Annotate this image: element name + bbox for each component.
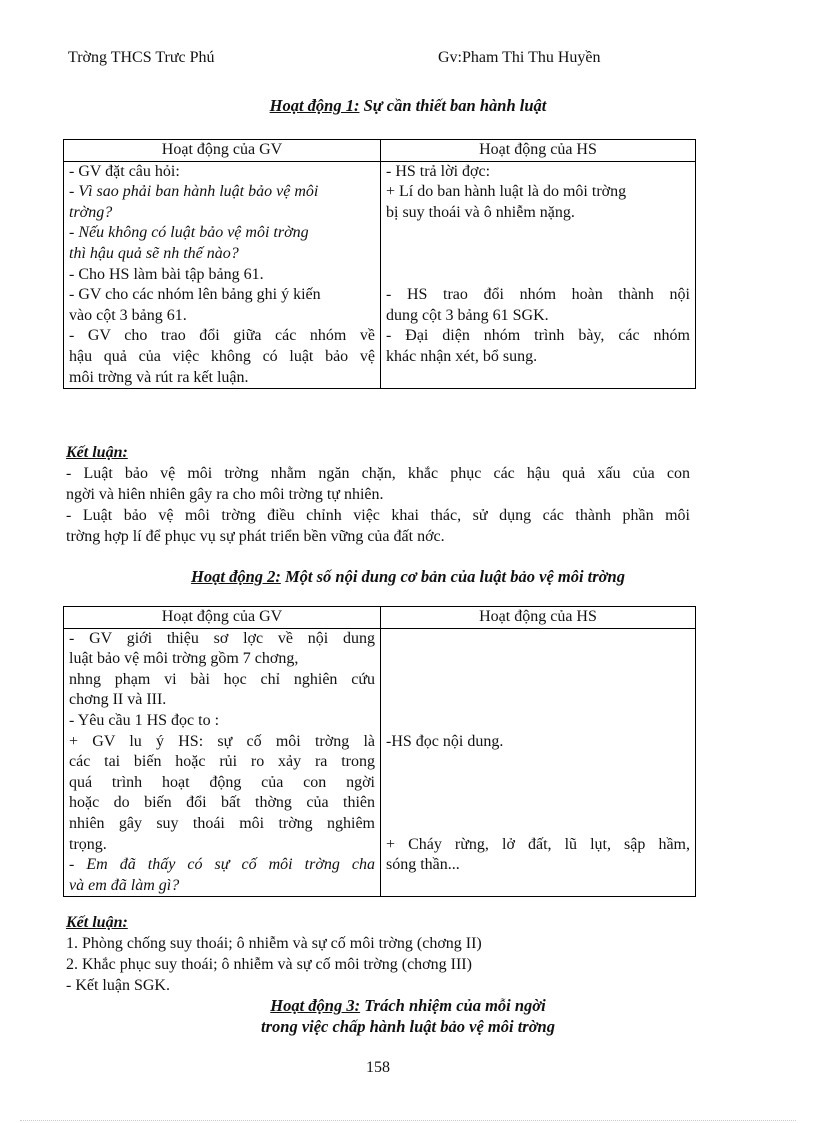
- page-bottom-rule: [20, 1120, 796, 1121]
- conclusion1-line: ngời và hiên nhiên gây ra cho môi trờng tự nhiên.: [66, 486, 384, 503]
- a2-gv-line: chơng II và III.: [69, 691, 167, 709]
- activity2-title-text: Một số nội dung cơ bản của luật bảo vệ môi trờng: [280, 567, 625, 586]
- activity3-title-label: Hoạt động 3:: [270, 996, 361, 1015]
- activity1-table: [63, 139, 696, 389]
- activity2-table: [63, 606, 696, 897]
- a1-hs-line: - Đại diện nhóm trình bày, các nhóm: [386, 327, 690, 345]
- header-school: Trờng THCS Trưc Phú: [68, 49, 215, 66]
- activity1-title-text: Sự cần thiết ban hành luật: [359, 96, 547, 115]
- activity1-gv-cell: [64, 161, 381, 389]
- a2-gv-line: nhng phạm vi bài học chỉ nghiên cứu: [69, 670, 375, 688]
- a1-hs-line: - HS trả lời đợc:: [386, 162, 491, 180]
- a2-gv-line: + GV lu ý HS: sự cố môi trờng là: [69, 732, 375, 750]
- conclusion1: [66, 442, 690, 547]
- conclusion2-line: 1. Phòng chống suy thoái; ô nhiễm và sự cố môi trờng (chơng II): [66, 935, 482, 952]
- conclusion2-line: - Kết luận SGK.: [66, 977, 170, 994]
- activity1-title-label: Hoạt động 1:: [269, 96, 360, 115]
- page-number: 158: [366, 1059, 390, 1076]
- a1-hs-line: dung cột 3 bảng 61 SGK.: [386, 306, 549, 324]
- a1-gv-line: - Vì sao phải ban hành luật bảo vệ môi: [69, 183, 319, 201]
- a2-hs-line: + Cháy rừng, lở đất, lũ lụt, sập hầm,: [386, 835, 690, 853]
- a1-gv-line: hậu quả của việc không có luật bảo vệ: [69, 347, 375, 365]
- a2-hs-line: -HS đọc nội dung.: [386, 732, 504, 750]
- a2-gv-line: - Em đã thấy có sự cố môi trờng cha: [69, 856, 375, 874]
- a1-gv-line: - Cho HS làm bài tập bảng 61.: [69, 265, 264, 283]
- activity1-title: [0, 96, 816, 116]
- activity3-title: [0, 996, 816, 1016]
- a2-gv-line: các tai biến hoặc rủi ro xảy ra trong: [69, 753, 375, 771]
- conclusion1-label: Kết luận:: [66, 444, 128, 461]
- activity2-gv-cell: [64, 628, 381, 897]
- a2-hs-line: sóng thần...: [386, 856, 460, 874]
- a2-gv-line: quá trình hoạt động của con ngời: [69, 773, 375, 791]
- a1-hs-line: bị suy thoái và ô nhiễm nặng.: [386, 203, 575, 221]
- activity1-hs-cell: [381, 161, 696, 389]
- a2-gv-line: và em đã làm gì?: [69, 876, 180, 894]
- conclusion1-line: - Luật bảo vệ môi trờng nhằm ngăn chặn, khắc phục các hậu quả xấu của con: [66, 465, 690, 482]
- a1-gv-line: - GV cho các nhóm lên bảng ghi ý kiến: [69, 286, 321, 304]
- a1-gv-line: - GV cho trao đổi giữa các nhóm về: [69, 327, 375, 345]
- a1-gv-line: - GV đặt câu hỏi:: [69, 162, 180, 180]
- conclusion2-label: Kết luận:: [66, 914, 128, 931]
- activity1-col-gv: Hoạt động của GV: [64, 140, 381, 162]
- a2-gv-line: - GV giới thiệu sơ lợc về nội dung: [69, 629, 375, 647]
- a2-gv-line: - Yêu cầu 1 HS đọc to :: [69, 711, 220, 729]
- a1-hs-line: khác nhận xét, bổ sung.: [386, 347, 538, 365]
- conclusion1-line: - Luật bảo vệ môi trờng điều chỉnh việc khai thác, sử dụng các thành phần môi: [66, 507, 690, 524]
- a2-gv-line: nhiên gây suy thoái môi trờng nghiêm: [69, 814, 375, 832]
- a1-gv-line: vào cột 3 bảng 61.: [69, 306, 187, 324]
- a1-gv-line: trờng?: [69, 203, 113, 221]
- activity2-title-label: Hoạt động 2:: [191, 567, 281, 586]
- conclusion1-line: trờng hợp lí để phục vụ sự phát triển bền vững của đất nớc.: [66, 528, 445, 545]
- activity2-col-gv: Hoạt động của GV: [64, 607, 381, 629]
- activity2-col-hs: Hoạt động của HS: [381, 607, 696, 629]
- a1-gv-line: môi trờng và rút ra kết luận.: [69, 368, 249, 386]
- conclusion2-line: 2. Khắc phục suy thoái; ô nhiễm và sự cố môi trờng (chơng III): [66, 956, 472, 973]
- activity1-col-hs: Hoạt động của HS: [381, 140, 696, 162]
- a1-gv-line: thì hậu quả sẽ nh thế nào?: [69, 244, 239, 262]
- a2-gv-line: trọng.: [69, 835, 107, 853]
- header-teacher: Gv:Pham Thi Thu Huyền: [438, 49, 601, 66]
- activity3-title-line2: trong việc chấp hành luật bảo vệ môi trờng: [261, 1017, 555, 1036]
- a2-gv-line: hoặc do biến đổi bất thờng của thiên: [69, 794, 375, 812]
- conclusion2: [66, 912, 690, 996]
- activity2-hs-cell: [381, 628, 696, 897]
- activity3-title-text: Trách nhiệm của mỗi ngời: [360, 996, 546, 1015]
- a1-hs-line: + Lí do ban hành luật là do môi trờng: [386, 183, 627, 201]
- a1-hs-line: - HS trao đổi nhóm hoàn thành nội: [386, 286, 690, 304]
- activity2-title: [0, 567, 816, 587]
- a1-gv-line: - Nếu không có luật bảo vệ môi trờng: [69, 224, 309, 242]
- a2-gv-line: luật bảo vệ môi trờng gồm 7 chơng,: [69, 650, 299, 668]
